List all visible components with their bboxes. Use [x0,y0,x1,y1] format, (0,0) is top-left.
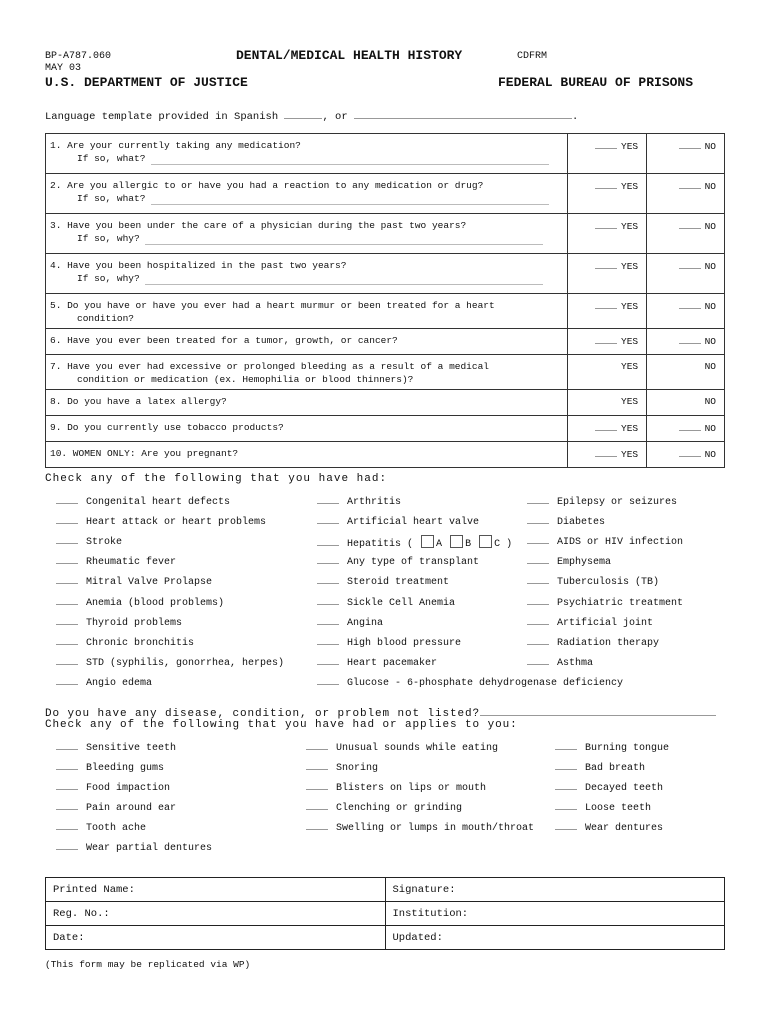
hepatitis-b-label: B [465,539,472,550]
condition-label: Diabetes [557,517,606,529]
signature-label: Signature: [392,883,456,896]
form-id: BP-A787.060 [45,51,112,62]
question-text: 9. Do you currently use tobacco products? [50,422,284,433]
question-row [46,329,725,355]
condition-label: Heart pacemaker [347,657,438,669]
condition-label: Loose teeth [585,802,652,814]
question-followup: If so, what? [77,153,146,164]
yes-label: YES [621,221,639,232]
condition-item[interactable] [56,675,152,689]
bureau-name: FEDERAL BUREAU OF PRISONS [498,75,694,90]
date-label: Date: [53,931,85,944]
checkbox-blank[interactable] [317,655,339,665]
yes-label: YES [621,336,639,347]
checkbox-blank[interactable] [56,820,78,830]
hepatitis-a-label: A [436,539,443,550]
condition-item[interactable] [56,615,182,629]
condition-item[interactable] [56,800,176,814]
condition-label: Asthma [557,657,594,669]
condition-item[interactable] [527,494,677,508]
question-row [46,390,725,416]
condition-label: Bleeding gums [86,762,165,774]
checkbox-blank[interactable] [527,635,549,645]
checkbox-blank[interactable] [56,615,78,625]
checkbox-blank[interactable] [555,820,577,830]
yes-checkbox[interactable] [595,219,617,229]
condition-label: Sickle Cell Anemia [347,597,456,609]
condition-item[interactable] [306,740,498,754]
no-label: NO [704,141,716,152]
condition-item[interactable] [555,820,663,834]
condition-item[interactable] [56,760,164,774]
checkbox-blank[interactable] [306,740,328,750]
condition-label: Unusual sounds while eating [336,743,499,754]
no-checkbox[interactable] [679,299,701,309]
answer-field[interactable] [151,154,549,165]
condition-item[interactable] [56,820,146,834]
condition-label: Emphysema [557,557,612,569]
checkbox-blank[interactable] [317,574,339,584]
no-label: NO [704,301,716,312]
condition-item[interactable] [56,494,230,508]
checkbox-blank[interactable] [56,800,78,810]
yes-checkbox[interactable] [595,139,617,149]
condition-item[interactable] [317,595,455,609]
no-label[interactable]: NO [704,361,716,372]
question-text: 10. WOMEN ONLY: Are you pregnant? [50,448,239,459]
question-text: 3. Have you been under the care of a physician during the past two years? [50,220,467,231]
condition-label: Decayed teeth [585,782,664,794]
question-followup: If so, why? [77,233,140,244]
question-row [46,355,725,390]
checkbox-blank[interactable] [527,615,549,625]
checkbox-blank[interactable] [56,494,78,504]
question-row [46,134,725,174]
condition-item[interactable] [317,494,401,508]
condition-label: Anemia (blood problems) [86,597,225,609]
language-or: , or [322,111,348,123]
question-followup: If so, why? [77,273,140,284]
condition-item[interactable] [56,595,224,609]
condition-item[interactable] [527,615,653,629]
page-title: DENTAL/MEDICAL HEALTH HISTORY [236,48,463,63]
condition-item[interactable] [555,780,663,794]
condition-item[interactable] [56,840,212,854]
checkbox-blank[interactable] [527,534,549,544]
condition-item[interactable] [56,514,266,528]
condition-item[interactable] [527,635,659,649]
checkbox-blank[interactable] [527,514,549,524]
condition-item[interactable] [527,514,605,528]
question-row [46,442,725,468]
hepatitis-c-label: C ) [494,539,513,550]
checkbox-blank[interactable] [317,615,339,625]
printed-name-field[interactable] [46,878,386,902]
language-period: . [571,111,579,123]
checkbox-blank[interactable] [317,554,339,564]
no-label: NO [704,181,716,192]
no-checkbox[interactable] [679,421,701,431]
condition-item[interactable] [306,780,486,794]
question-row [46,214,725,254]
institution-label: Institution: [392,907,469,920]
hepatitis-a-checkbox[interactable] [421,535,434,548]
no-label: NO [704,336,716,347]
condition-label: Stroke [86,537,123,549]
condition-label: Tuberculosis (TB) [557,577,660,589]
checkbox-blank[interactable] [306,820,328,830]
condition-item[interactable] [317,514,479,528]
hepatitis-b-checkbox[interactable] [450,535,463,548]
condition-item[interactable] [527,574,659,588]
question-followup: condition or medication (ex. Hemophilia or blood thinners)? [77,374,414,385]
condition-label: Burning tongue [585,743,670,754]
checkbox-blank[interactable] [56,554,78,564]
no-label: NO [704,261,716,272]
question-row [46,254,725,294]
other-question-text: Do you have any disease, condition, or problem not listed? [45,708,481,720]
answer-field[interactable] [145,234,543,245]
condition-item[interactable] [317,635,461,649]
condition-item[interactable] [56,740,176,754]
yes-label: YES [621,423,639,434]
checkbox-blank[interactable] [527,595,549,605]
no-checkbox[interactable] [679,139,701,149]
updated-field[interactable] [385,926,725,950]
condition-hepatitis[interactable] [317,535,512,550]
condition-item[interactable] [527,534,683,548]
no-checkbox[interactable] [679,447,701,457]
yes-label: YES [621,181,639,192]
checkbox-blank[interactable] [56,595,78,605]
no-label: NO [704,221,716,232]
condition-label: Angina [347,617,384,629]
condition-label: Psychiatric treatment [557,597,684,609]
checkbox-blank[interactable] [317,494,339,504]
date-field[interactable] [46,926,386,950]
condition-label: Swelling or lumps in mouth/throat [336,822,535,834]
checkbox-blank[interactable] [306,760,328,770]
checkbox-blank[interactable] [56,675,78,685]
condition-item[interactable] [56,780,170,794]
no-checkbox[interactable] [679,259,701,269]
other-condition-field[interactable] [480,705,716,716]
no-checkbox[interactable] [679,334,701,344]
checkbox-blank[interactable] [56,534,78,544]
signature-table [45,877,725,950]
question-text: 8. Do you have a latex allergy? [50,396,227,407]
condition-label: Arthritis [347,497,402,508]
condition-item[interactable] [56,534,122,548]
condition-label: Glucose - 6-phosphate dehydrogenase deficiency [347,677,624,689]
checkbox-blank[interactable] [56,635,78,645]
checkbox-blank[interactable] [56,655,78,665]
no-label: NO [704,449,716,460]
condition-item[interactable] [56,655,284,669]
question-text: 6. Have you ever been treated for a tumor, growth, or cancer? [50,335,398,346]
institution-field[interactable] [385,902,725,926]
condition-label: STD (syphilis, gonorrhea, herpes) [86,657,285,669]
reg-no-field[interactable] [46,902,386,926]
condition-item[interactable] [317,574,449,588]
condition-item[interactable] [555,760,645,774]
condition-label: Thyroid problems [86,617,183,629]
condition-label: Wear dentures [585,822,664,834]
yes-label: YES [621,141,639,152]
condition-item[interactable] [56,574,212,588]
question-text: 1. Are your currently taking any medication? [50,140,301,151]
condition-item[interactable] [306,820,534,834]
checkbox-blank[interactable] [555,740,577,750]
department-name: U.S. DEPARTMENT OF JUSTICE [45,75,248,90]
question-row [46,416,725,442]
reg-no-label: Reg. No.: [53,907,110,920]
condition-label: Mitral Valve Prolapse [86,577,213,589]
checkbox-blank[interactable] [56,780,78,790]
updated-label: Updated: [392,931,443,944]
language-prefix: Language template provided in Spanish [45,111,279,123]
no-label: NO [704,423,716,434]
checkbox-blank[interactable] [306,800,328,810]
question-text: 5. Do you have or have you ever had a heart murmur or been treated for a heart [50,300,495,311]
checkbox-blank[interactable] [56,514,78,524]
other-language-field[interactable] [354,108,572,119]
condition-item[interactable] [527,554,611,568]
yes-label: YES [621,261,639,272]
condition-label: Tooth ache [86,822,147,834]
checkbox-blank[interactable] [527,554,549,564]
yes-checkbox[interactable] [595,334,617,344]
question-text: 7. Have you ever had excessive or prolonged bleeding as a result of a medical [50,361,489,372]
question-row [46,294,725,329]
answer-field[interactable] [151,194,549,205]
yes-label: YES [621,449,639,460]
no-checkbox[interactable] [679,219,701,229]
signature-field[interactable] [385,878,725,902]
condition-item[interactable] [56,635,194,649]
form-date: MAY 03 [45,63,82,74]
checkbox-blank[interactable] [317,595,339,605]
conditions-heading: Check any of the following that you have had: [45,473,388,485]
condition-label: Steroid treatment [347,577,450,589]
checkbox-blank[interactable] [56,574,78,584]
yes-label[interactable]: YES [621,396,639,407]
checkbox-blank[interactable] [555,760,577,770]
condition-label: Radiation therapy [557,637,660,649]
condition-item[interactable] [306,760,378,774]
condition-label: Artificial joint [557,617,654,629]
condition-item[interactable] [56,554,176,568]
condition-label: AIDS or HIV infection [557,537,684,549]
printed-name-label: Printed Name: [53,883,135,896]
question-text: 2. Are you allergic to or have you had a reaction to any medication or drug? [50,180,484,191]
checkbox-blank[interactable] [317,635,339,645]
yes-label[interactable]: YES [621,361,639,372]
condition-item[interactable] [555,800,651,814]
question-followup: If so, what? [77,193,146,204]
answer-field[interactable] [145,274,543,285]
yes-checkbox[interactable] [595,179,617,189]
question-text: 4. Have you been hospitalized in the past two years? [50,260,347,271]
condition-label: Sensitive teeth [86,743,177,754]
other-condition-question [45,705,716,720]
checkbox-blank[interactable] [317,675,339,685]
checkbox-blank[interactable] [555,800,577,810]
condition-label: Food impaction [86,782,171,794]
yes-checkbox[interactable] [595,299,617,309]
condition-item[interactable] [317,615,383,629]
form-code: CDFRM [517,51,548,62]
yes-label: YES [621,301,639,312]
condition-label: Pain around ear [86,802,177,814]
condition-label: Blisters on lips or mouth [336,782,487,794]
checkbox-blank[interactable] [56,760,78,770]
condition-label: Bad breath [585,762,646,774]
checkbox-blank[interactable] [527,655,549,665]
condition-item[interactable] [317,554,479,568]
checkbox-blank[interactable] [527,494,549,504]
spanish-blank[interactable] [284,108,322,119]
condition-item[interactable] [317,655,437,669]
condition-label: Rheumatic fever [86,557,177,569]
condition-label: Angio edema [86,677,153,689]
yes-checkbox[interactable] [595,259,617,269]
checkbox-blank[interactable] [306,780,328,790]
hepatitis-c-checkbox[interactable] [479,535,492,548]
no-checkbox[interactable] [679,179,701,189]
footer-note: (This form may be replicated via WP) [45,959,251,970]
checkbox-blank[interactable] [56,740,78,750]
condition-label: Chronic bronchitis [86,637,195,649]
condition-label: Hepatitis ( [347,539,414,550]
condition-item[interactable] [527,595,683,609]
condition-label: Any type of transplant [347,557,480,569]
condition-label: Artificial heart valve [347,517,480,529]
condition-item[interactable] [527,655,593,669]
yes-checkbox[interactable] [595,421,617,431]
question-row [46,174,725,214]
language-line [45,108,578,123]
condition-label: Epilepsy or seizures [557,497,678,508]
condition-label: Heart attack or heart problems [86,517,267,529]
condition-label: Snoring [336,762,379,774]
condition-item[interactable] [555,740,669,754]
condition-label: Clenching or grinding [336,802,463,814]
condition-item[interactable] [317,675,623,689]
checkbox-blank[interactable] [555,780,577,790]
condition-label: High blood pressure [347,637,462,649]
checkbox-blank[interactable] [317,536,339,546]
dental-heading: Check any of the following that you have had or applies to you: [45,719,518,731]
checkbox-blank[interactable] [317,514,339,524]
question-followup: condition? [77,313,135,324]
checkbox-blank[interactable] [56,840,78,850]
no-label[interactable]: NO [704,396,716,407]
condition-label: Congenital heart defects [86,497,231,508]
condition-label: Wear partial dentures [86,842,213,854]
condition-item[interactable] [306,800,462,814]
yes-checkbox[interactable] [595,447,617,457]
questions-table [45,133,725,468]
checkbox-blank[interactable] [527,574,549,584]
